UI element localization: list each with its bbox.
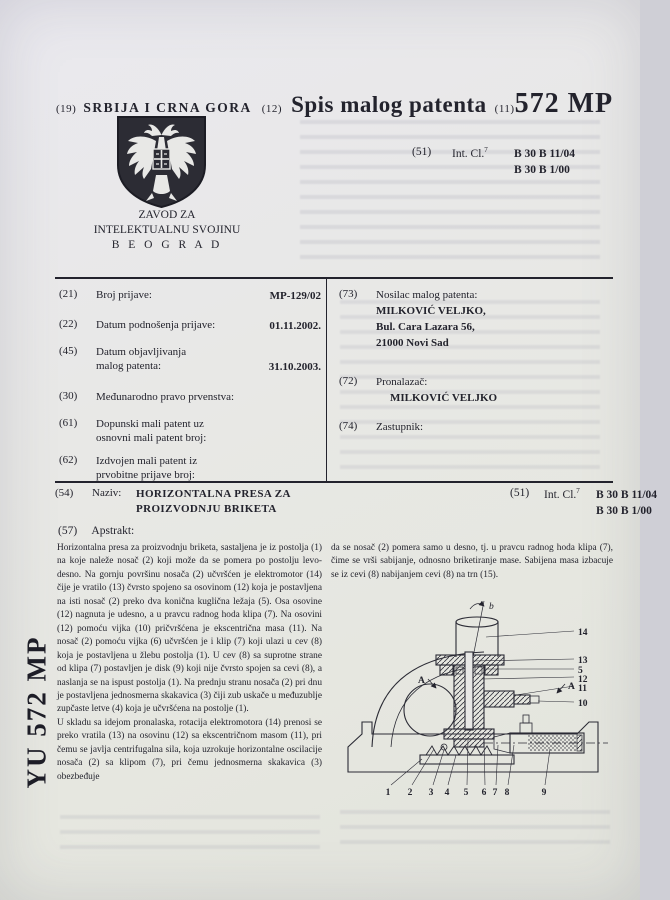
abstract-label: Apstrakt:	[91, 525, 135, 537]
inid-code: (21)	[59, 288, 78, 300]
inventor-block	[376, 375, 497, 406]
biblio-row-62	[59, 454, 321, 482]
int-cl-class-1: B 30 B 11/04	[514, 148, 576, 160]
bleedthrough-texture	[60, 815, 320, 860]
abstract-heading	[58, 525, 134, 537]
figure-section-label-right: A	[568, 682, 575, 692]
inid-code-51: (51)	[510, 487, 530, 499]
inid-code: (22)	[59, 318, 78, 330]
field-label: Zastupnik:	[376, 421, 424, 433]
inid-code-19: (19)	[56, 103, 77, 115]
patent-office-name	[58, 208, 276, 253]
office-line-2: INTELEKTUALNU SVOJINU	[93, 224, 241, 236]
figure-callout-12: 12	[578, 675, 588, 685]
figure-callout-4: 4	[444, 788, 450, 798]
biblio-row-61	[59, 417, 321, 445]
holder-city: 21000 Novi Sad	[376, 337, 449, 349]
table-column-divider	[326, 279, 327, 481]
biblio-row-30	[59, 390, 321, 404]
figure-callout-2: 2	[407, 788, 413, 798]
figure-section-label-left: A	[418, 676, 425, 686]
patent-number: 572 MP	[514, 88, 614, 119]
holder-name: MILKOVIĆ VELJKO,	[376, 305, 486, 317]
title-label: Naziv:	[92, 487, 122, 499]
abstract-paragraph-2: U skladu sa idejom pronalaska, rotacija elektromotora (14) prenosi se preko vratila (13) na osovinu (12) sa ekscentričnom masom (11), pri čemu se javlja centrifugalna sila, koja uzrokuje horizontalne oscilacije nosača (2) sa klipom (7), pri čemu jednosmerna skakavica (3) obezbeđuje	[57, 717, 322, 782]
inid-code: (62)	[59, 454, 78, 466]
field-label: Međunarodno pravo prvenstva:	[96, 391, 235, 403]
figure-callout-11: 11	[578, 684, 587, 694]
biblio-right-column	[339, 279, 609, 481]
int-cl-classification-mid	[510, 487, 670, 519]
title-section	[55, 487, 658, 517]
field-label: Izdvojen mali patent iz prvobitne prijave broj:	[96, 455, 198, 481]
int-cl-label: Int. Cl.$^7$	[452, 146, 488, 160]
bleedthrough-texture	[340, 810, 610, 850]
abstract-paragraph-1: Horizontalna presa za proizvodnju briketa, sastaljena je iz postolja (1) na koje naleže nosač (2) koji može da se pomera po postolju levo-desno. Na gornju površinu nosača (2) učvršćen je elektromotor (14) čije je vratilo (13) čvrsto spojeno sa osovinom (12) koja je postavljena na isti nosač (2) preko dva konična kuglična ležaja (5). Osa osovine (12) nagnuta je udesno, a u pravcu radnog hoda klipa (7). Na osovini (12) pomoću vijka (10) pričvršćena je ekscentrična masa (11). Na nosač (2) pomoću vijka (6) učvršćen je i klip (7) koji ulazi u cev (8) koja je postavljena u žlebu postolja (1). U cev (8) sa suprotne strane od klipa (7) postavljen je disk (9) koji nije čvrsto spojen sa cevi (8), a naslanja se na ispust postolja (1). Na prednju stranu nosača (2) pri dnu je postavljena jednosmerna skakavica (3) čiji zub uskače u međuzublje zupčaste letve (4) koja je učvršćena na postolje (1).	[57, 543, 322, 715]
figure-callout-9: 9	[541, 788, 547, 798]
inid-code: (45)	[59, 345, 78, 357]
int-cl-class-1: B 30 B 11/04	[596, 489, 658, 501]
figure-callout-8: 8	[504, 788, 510, 798]
int-cl-classes	[514, 146, 575, 178]
field-label: Pronalazač:	[376, 376, 428, 388]
bibliographic-table	[55, 277, 613, 483]
inid-code: (30)	[59, 390, 78, 402]
int-cl-label: Int. Cl.$^7$	[544, 487, 580, 501]
inid-code-12: (12)	[261, 103, 283, 115]
office-city: B E O G R A D	[111, 239, 223, 251]
int-cl-class-2: B 30 B 1/00	[596, 505, 652, 517]
biblio-row-74	[339, 420, 609, 435]
field-label: Broj prijave:	[96, 289, 152, 301]
figure-callout-10: 10	[578, 699, 588, 709]
biblio-row-21	[59, 288, 321, 302]
field-value: MP-129/02	[269, 290, 321, 302]
inventor-name: MILKOVIĆ VELJKO	[390, 392, 498, 404]
int-cl-classes	[596, 487, 657, 519]
figure-callout-5: 5	[578, 666, 583, 676]
int-cl-classification-top	[412, 146, 612, 178]
inid-code-11: (11)	[494, 103, 515, 115]
coat-of-arms-icon	[108, 113, 215, 210]
figure-callout-5b: 5	[463, 788, 469, 798]
abstract-left-column	[57, 542, 322, 784]
inid-code: (72)	[339, 375, 358, 387]
biblio-left-column	[59, 279, 321, 481]
field-label: Dopunski mali patent uz osnovni mali patent broj:	[96, 418, 207, 444]
holder-name-address	[376, 303, 486, 351]
holder-street: Bul. Cara Lazara 56,	[376, 321, 475, 333]
figure-callout-3: 3	[428, 788, 434, 798]
figure-callout-14: 14	[578, 628, 588, 638]
int-cl-class-2: B 30 B 1/00	[514, 164, 570, 176]
biblio-row-72	[339, 375, 609, 406]
inid-code-54: (54)	[55, 487, 74, 499]
field-label: Nosilac malog patenta:	[376, 289, 478, 301]
vertical-patent-code: YU 572 MP	[21, 635, 52, 789]
biblio-row-73	[339, 288, 609, 351]
figure-callout-13: 13	[578, 656, 588, 666]
invention-title: HORIZONTALNA PRESA ZA PROIZVODNJU BRIKETA	[136, 488, 291, 515]
inid-code: (61)	[59, 417, 78, 429]
figure-callout-7: 7	[492, 788, 498, 798]
inid-code-51: (51)	[412, 146, 432, 158]
country-name: SRBIJA I CRNA GORA	[83, 100, 252, 115]
office-line-1: ZAVOD ZA	[138, 209, 196, 221]
abstract-right-column	[331, 542, 613, 582]
figure-callout-1: 1	[385, 788, 391, 798]
patent-drawing	[334, 597, 620, 804]
biblio-row-45	[59, 345, 321, 373]
field-value: 01.11.2002.	[269, 320, 321, 332]
figure-callout-6: 6	[481, 788, 487, 798]
inid-code: (73)	[339, 288, 358, 300]
bleedthrough-texture	[300, 120, 600, 260]
abstract-paragraph-3: da se nosač (2) pomera samo u desno, tj. u pravcu radnog hoda klipa (7), čime se vrši sabijanje, odnosno briketiranje mase. Sabijena masa izbacuje se iz cevi (8) nabijanjem cevi (8) na trn (15).	[331, 543, 613, 580]
figure-axis-label: b	[489, 602, 494, 612]
inid-code: (74)	[339, 420, 358, 432]
holder-block	[376, 288, 486, 351]
field-label: Datum objavljivanja malog patenta:	[96, 346, 187, 372]
field-label: Datum podnošenja prijave:	[96, 319, 216, 331]
inid-code-57: (57)	[58, 525, 78, 537]
biblio-row-22	[59, 318, 321, 332]
field-value: 31.10.2003.	[268, 361, 321, 373]
document-type-title: Spis malog patenta	[291, 92, 487, 117]
